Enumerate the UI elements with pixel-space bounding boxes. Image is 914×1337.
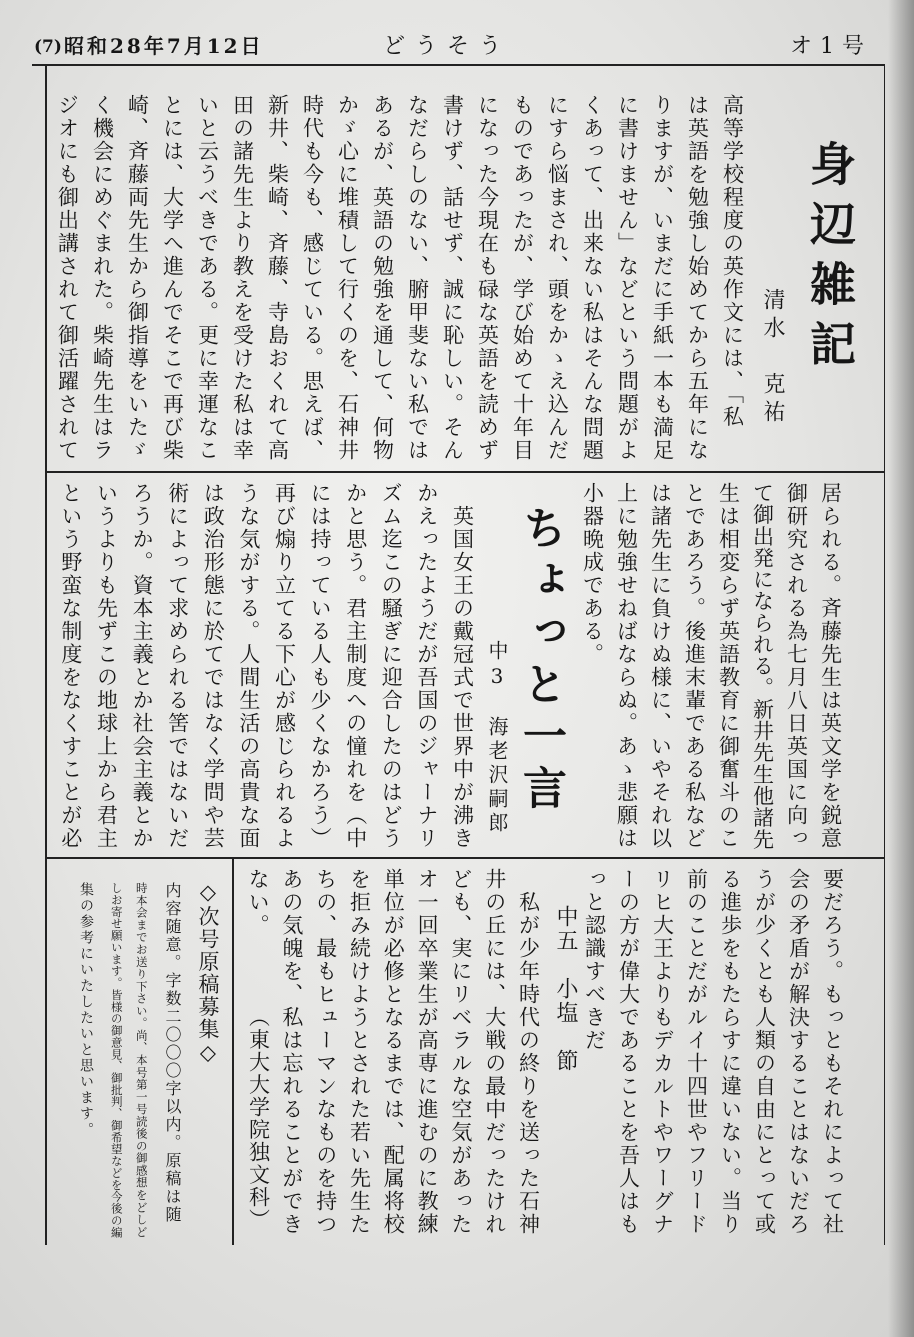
article-1-column: いと云うべきである。更に幸運なこ — [195, 94, 220, 462]
article-1-column: 高等学校程度の英作文には、「私 — [720, 94, 745, 429]
article-2-column: には持っている人も少くなかろう） — [308, 482, 333, 850]
article-3-column: 私が少年時代の終りを送った石神 — [516, 868, 541, 1236]
article-1-title: 身辺雑記 — [803, 140, 857, 380]
article-1-column: りますが、いまだに手紙一本も満足 — [650, 94, 675, 462]
article-2-column: は政治形態に於てではなく学問や芸 — [201, 482, 226, 850]
article-2-column: かえったようだが吾国のジャーナリ — [414, 482, 439, 850]
article-2-column: ーの方が偉大であることを吾人はも — [616, 868, 641, 1236]
article-2-column: る進歩をもたらすに違いない。当り — [718, 868, 743, 1236]
article-2-column: ズム迄この騒ぎに迎合したのはどう — [379, 482, 404, 850]
article-2-column: という野蛮な制度をなくすことが必 — [58, 482, 83, 850]
article-1-column: 書けず、話せず、誠に恥しい。そん — [440, 94, 465, 462]
notice-line: 時本会までお送り下さい。尚、本号第一号読後の御感想をどしど — [134, 882, 149, 1238]
article-1-column: く機会にめぐまれた。柴崎先生はラ — [90, 94, 115, 462]
article-3-column: あの気魄を、私は忘れることができ — [279, 868, 304, 1236]
article-2-column: 要だろう。もっともそれによって社 — [820, 868, 845, 1236]
article-3-column: オ一回卒業生が高専に進むのに教練 — [415, 868, 440, 1236]
article-1-column: て御出発になられる。新井先生他諸先 — [750, 482, 775, 850]
article-1-column: になった今現在も碌な英語を読めず — [475, 94, 500, 462]
article-1-column: に書けません」などという問題がよ — [615, 94, 640, 462]
notice-line: 集の参考にいたしたいと思います。 — [78, 882, 94, 1138]
article-3-column: ない。 — [246, 868, 271, 937]
article-2-column: かと思う。君主制度への憧れを（中 — [343, 482, 368, 850]
article-1-column: 小器晩成である。 — [580, 482, 605, 666]
article-1-column: かゞ心に堆積して行くのを、石神井 — [335, 94, 360, 462]
article-2-column: いうよりも先ずこの地球上から君主 — [94, 482, 119, 850]
article-1-column: は英語を勉強し始めてから五年にな — [685, 94, 710, 462]
article-1-column: くあって、出来ない私はそんな問題 — [580, 94, 605, 462]
article-3-column: を拒み続けようとされた若い先生た — [347, 868, 372, 1236]
article-1-column: 崎、斉藤両先生から御指導をいたゞ — [125, 94, 150, 462]
article-2-author: 中3 海老沢嗣郎 — [485, 640, 509, 836]
article-1-column: 新井、柴崎、斉藤、寺島おくれて高 — [265, 94, 290, 462]
article-1-column: とには、大学へ進んでそこで再び柴 — [160, 94, 185, 462]
article-2-column: っと認識すべきだ — [582, 868, 607, 1052]
notice-line: しお寄せ願います。皆様の御意見、御批判、御希望などを今後の編 — [109, 882, 124, 1238]
article-1-column: 時代も今も、感じている。思えば、 — [300, 94, 325, 462]
article-3-column: 井の丘には、大戦の最中だったけれ — [482, 868, 507, 1236]
newsletter-title: どうそう — [383, 34, 512, 59]
article-2-column: うな気がする。人間生活の高貴な面 — [236, 482, 261, 850]
article-1-column: ものであったが、学び始めて十年目 — [510, 94, 535, 462]
notice-heading: ◇次号原稿募集◇ — [196, 880, 220, 1066]
article-2-column: うが少くとも人類の自由にとって或 — [752, 868, 777, 1236]
page-number: (7) — [34, 37, 62, 57]
article-2-column: ろうか。資本主義とか社会主義とか — [130, 482, 155, 850]
article-3-author: 中五 小塩 節 — [553, 905, 578, 1073]
article-2-column: 前のことだがルイ十四世やフリード — [684, 868, 709, 1236]
author-affiliation: （東大大学院独文科） — [246, 1006, 271, 1231]
article-2-column: 術によって求められる筈ではないだ — [165, 482, 190, 850]
article-2-column: 再び煽り立てる下心が感じられるよ — [272, 482, 297, 850]
article-1-column: 上に勉強せねばならぬ。あゝ悲願は — [614, 482, 639, 850]
article-1-column: にすら悩まされ、頭をかゝえ込んだ — [545, 94, 570, 462]
article-1-column: なだらしのない、腑甲斐ない私では — [405, 94, 430, 462]
article-1-column: 御研究される為七月八日英国に向っ — [784, 482, 809, 850]
article-1-column: あるが、英語の勉強を通して、何物 — [370, 94, 395, 462]
article-3-column: ちの、最もヒューマンなものを持つ — [313, 868, 338, 1236]
article-1-column: とであろう。後進末輩である私など — [682, 482, 707, 850]
article-2-column: 英国女王の戴冠式で世界中が沸き — [450, 482, 475, 850]
article-3-column: ども、実にリベラルな空気があった — [448, 868, 473, 1236]
article-2-column: リヒ大王よりもデカルトやワーグナ — [650, 868, 675, 1236]
article-1-author: 清水 克祐 — [760, 288, 785, 428]
issue-number: オ1号 — [790, 34, 872, 59]
article-1-column: 田の諸先生より教えを受けた私は幸 — [230, 94, 255, 462]
notice-line: 内容随意。字数二〇〇〇字以内。原稿は随 — [163, 882, 182, 1224]
article-1-column: 居られる。斉藤先生は英文学を鋭意 — [818, 482, 843, 850]
article-1-column: ジオにも御出講されて御活躍されて — [55, 94, 80, 462]
article-2-column: 会の矛盾が解決することはないだろ — [786, 868, 811, 1236]
article-3-column: 単位が必修となるまでは、配属将校 — [381, 868, 406, 1236]
issue-date: 昭和28年7月12日 — [64, 34, 264, 58]
article-1-column: は諸先生に負けぬ様に、いやそれ以 — [648, 482, 673, 850]
article-2-title: ちょっと一言 — [515, 505, 566, 817]
article-1-column: 生は相変らず英語教育に御奮斗のこ — [716, 482, 741, 850]
